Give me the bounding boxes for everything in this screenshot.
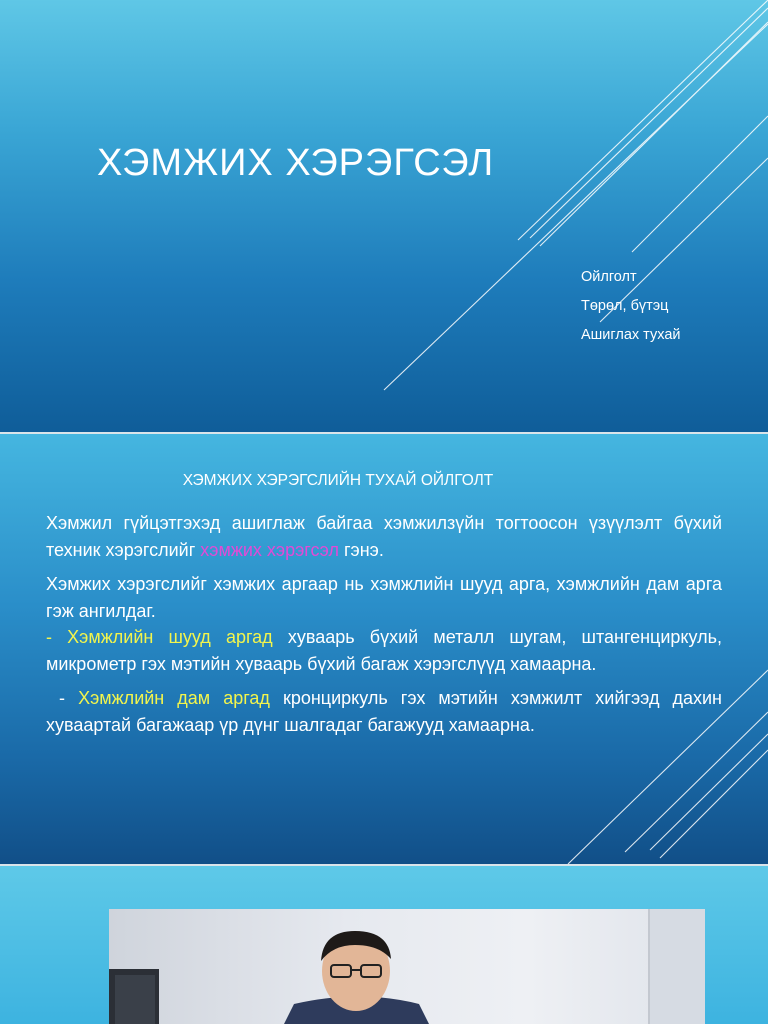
deco-line (660, 750, 768, 858)
paragraph-definition (46, 510, 722, 563)
deco-line (650, 734, 768, 850)
presenter-photo (109, 909, 705, 1024)
text: - (46, 688, 79, 708)
deco-line (540, 22, 768, 246)
section-heading: ХЭМЖИХ ХЭРЭГСЛИЙН ТУХАЙ ОЙЛГОЛТ (182, 472, 494, 489)
text: Хэмжил гүйцэтгэхэд ашиглаж байгаа хэмжилзүйн тогтоосон үзүүлэлт бүхий техник хэрэгслийг (46, 513, 722, 560)
menu-item-concept[interactable]: Ойлголт (581, 269, 637, 285)
paragraph-direct-method (46, 571, 722, 677)
title-slide (0, 0, 768, 432)
body-text (46, 510, 722, 746)
deco-line (632, 116, 768, 252)
text: гэнэ. (338, 539, 384, 560)
highlight-term: Хэмжлийн дам аргад (78, 688, 270, 708)
deco-line (518, 0, 768, 240)
topic-menu (581, 266, 680, 353)
person-photo-illustration (109, 909, 705, 1024)
decorative-lines (0, 0, 768, 432)
slide-title: ХЭМЖИХ ХЭРЭГСЭЛ (97, 142, 495, 184)
deco-line (530, 8, 768, 238)
menu-item-usage[interactable]: Ашиглах тухай (581, 327, 681, 343)
paragraph-indirect-method (46, 685, 722, 738)
highlight-term: хэмжих хэрэгсэл (200, 539, 339, 560)
highlight-term: - Хэмжлийн шууд аргад (46, 627, 273, 647)
deco-line (384, 24, 768, 390)
text: Хэмжих хэрэгслийг хэмжих аргаар нь хэмжлийн шууд арга, хэмжлийн дам арга гэж ангилдаг. (46, 574, 722, 621)
menu-item-types[interactable]: Төрөл, бүтэц (581, 298, 669, 314)
text: кронциркуль гэх мэтийн хэмжилт хийгээд дахин хуваартай багажаар үр дүнг шалгадаг багажууд хамаарна. (46, 688, 722, 735)
text: хуваарь бүхий металл шугам, штангенциркуль, микрометр гэх мэтийн хуваарь бүхий багаж хэрэгслүүд хамаарна. (46, 627, 722, 674)
